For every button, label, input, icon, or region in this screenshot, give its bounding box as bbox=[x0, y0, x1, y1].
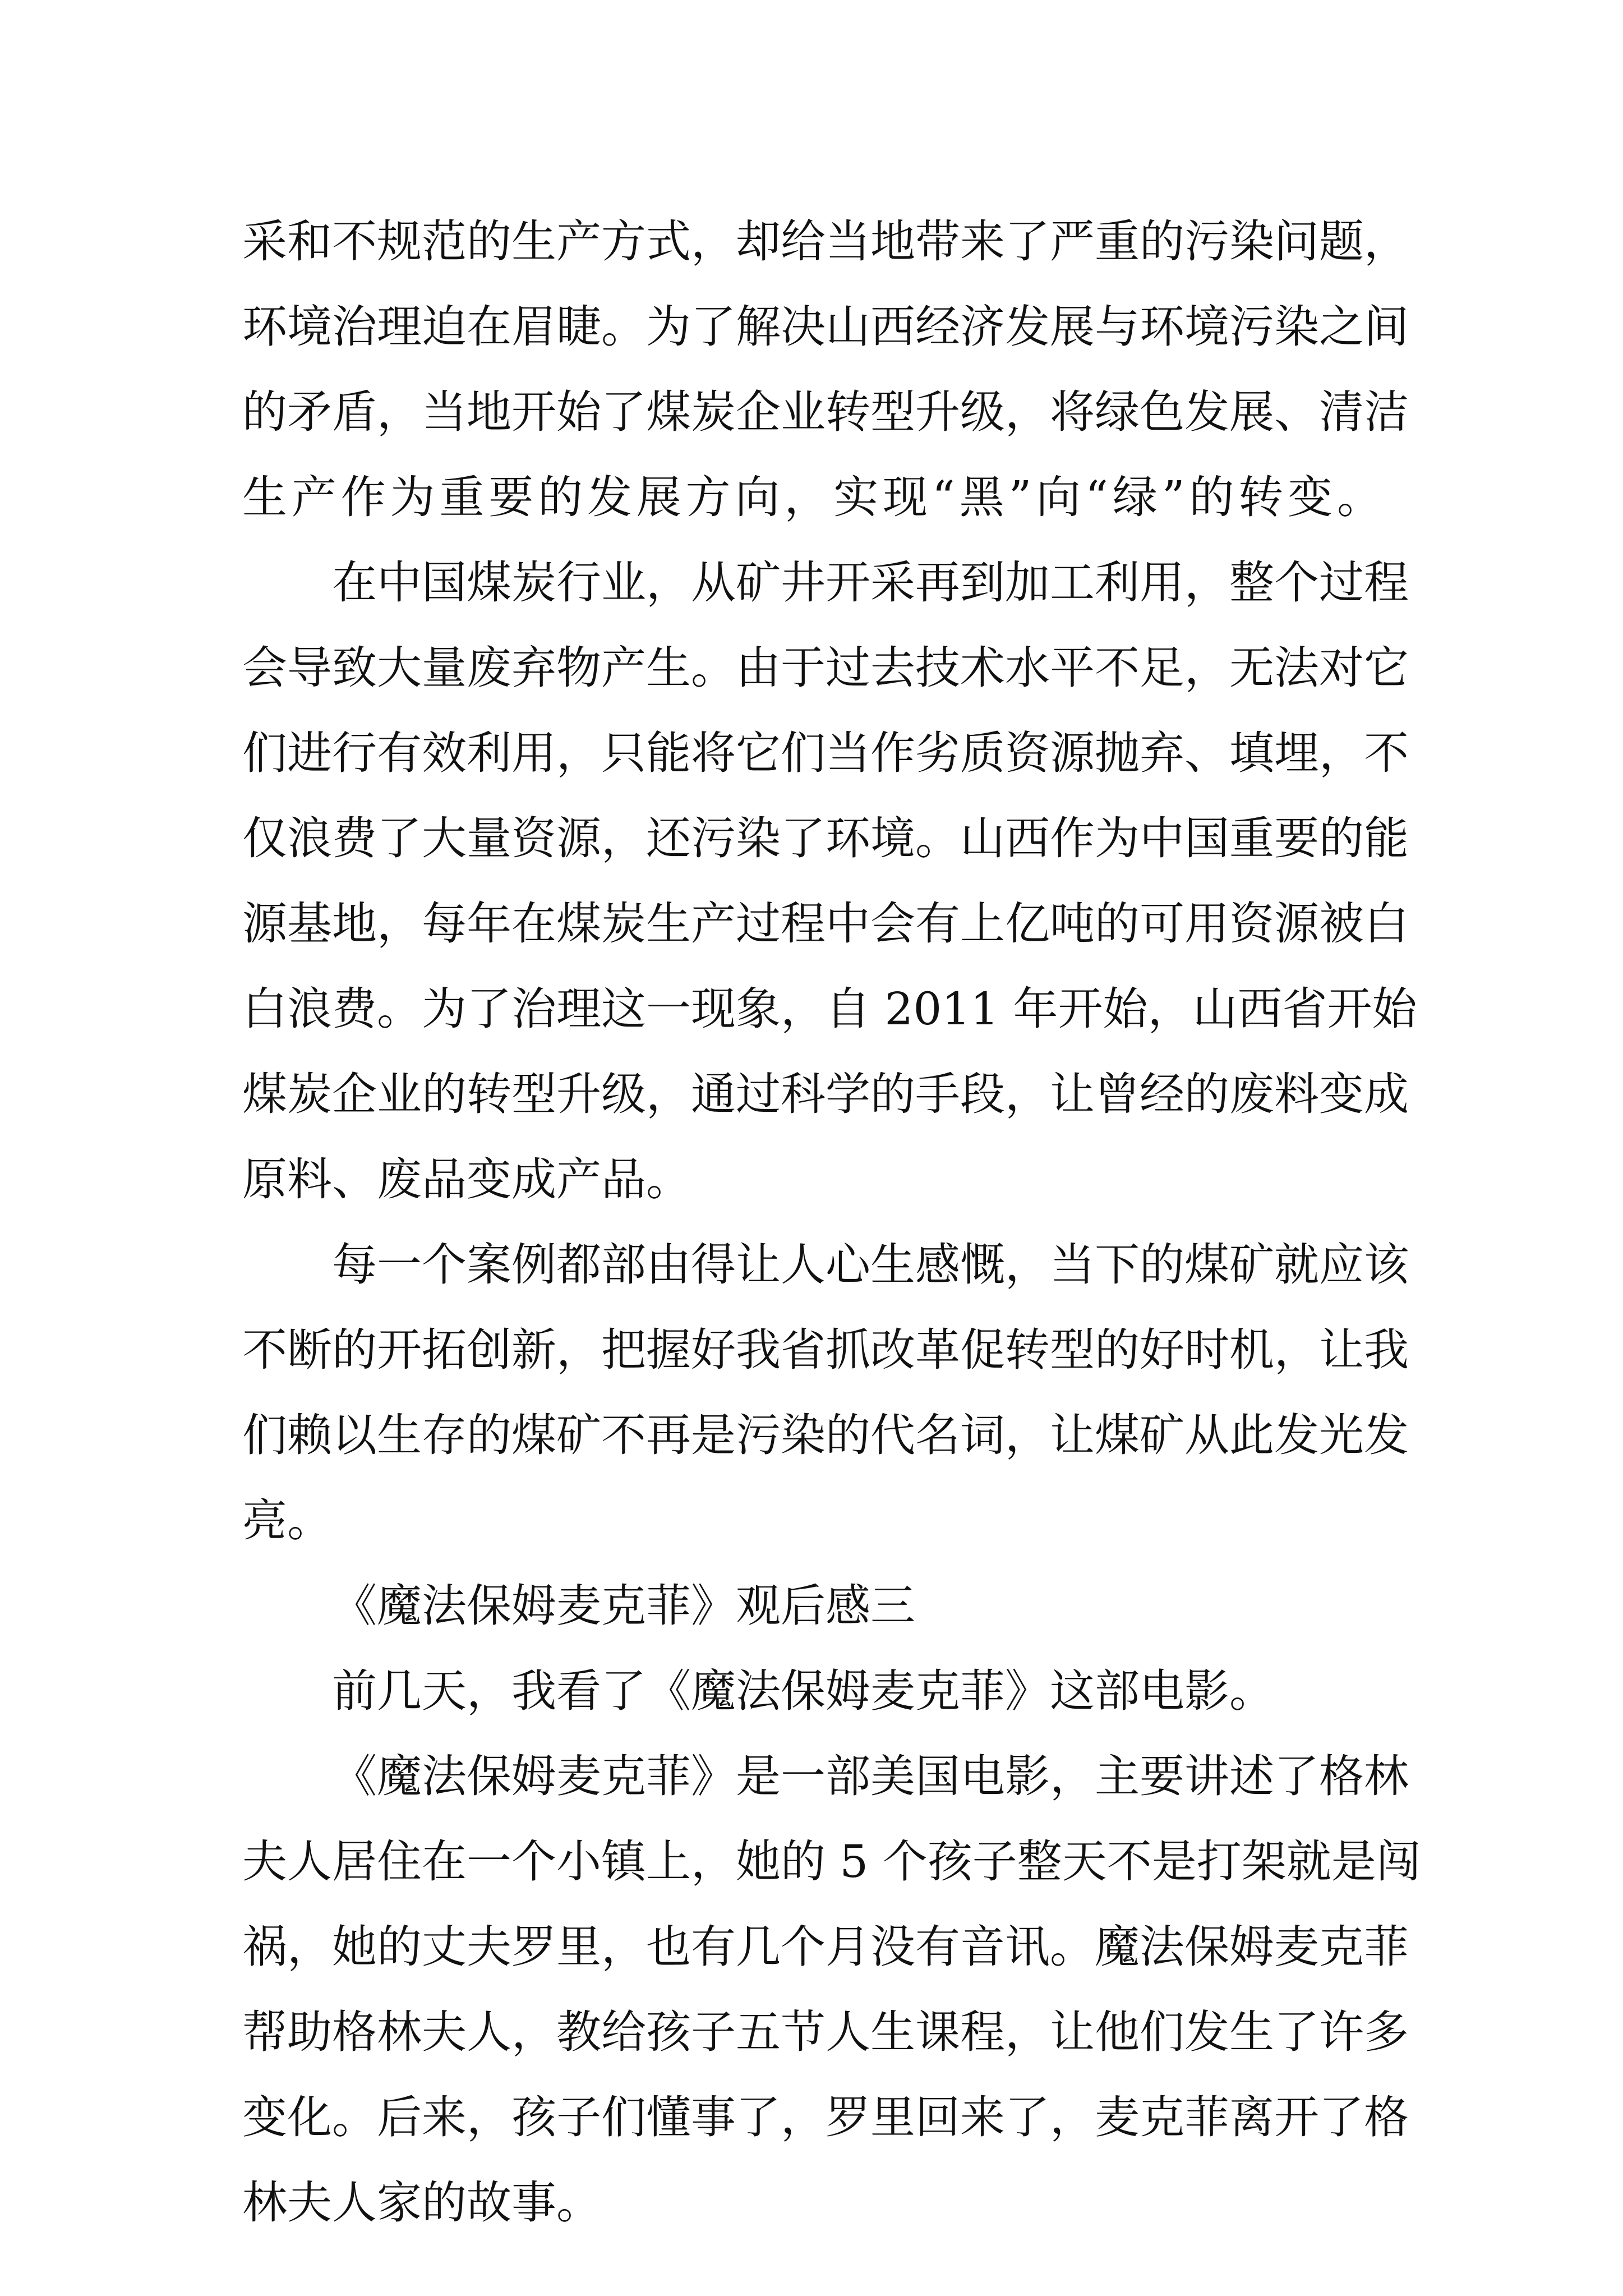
text-line: 会导致大量废弃物产生。由于过去技术水平不足，无法对它 bbox=[242, 642, 1409, 694]
text-line: 环境治理迫在眉睫。为了解决山西经济发展与环境污染之间 bbox=[242, 301, 1409, 353]
text-line: 林夫人家的故事。 bbox=[242, 2177, 601, 2229]
text-line: 采和不规范的生产方式，却给当地带来了严重的污染问题， bbox=[242, 215, 1409, 268]
text-line: 不断的开拓创新，把握好我省抓改革促转型的好时机，让我 bbox=[242, 1324, 1409, 1376]
text-line: 帮助格林夫人，教给孩子五节人生课程，让他们发生了许多 bbox=[242, 2006, 1409, 2058]
text-line: 祸，她的丈夫罗里，也有几个月没有音讯。魔法保姆麦克菲 bbox=[242, 1921, 1409, 1973]
text-line: 《魔法保姆麦克菲》观后感三 bbox=[332, 1580, 915, 1632]
text-line: 前几天，我看了《魔法保姆麦克菲》这部电影。 bbox=[332, 1665, 1274, 1717]
text-line: 生产作为重要的发展方向，实现“黑”向“绿”的转变。 bbox=[242, 471, 1382, 523]
text-line: 变化。后来，孩子们懂事了，罗里回来了，麦克菲离开了格 bbox=[242, 2091, 1409, 2143]
document-body bbox=[242, 199, 1421, 2246]
text-line: 源基地，每年在煤炭生产过程中会有上亿吨的可用资源被白 bbox=[242, 898, 1409, 950]
text-line: 夫人居住在一个小镇上，她的 5 个孩子整天不是打架就是闯 bbox=[242, 1835, 1421, 1888]
text-line: 亮。 bbox=[242, 1494, 332, 1547]
text-line: 们赖以生存的煤矿不再是污染的代名词，让煤矿从此发光发 bbox=[242, 1409, 1409, 1461]
text-line: 们进行有效利用，只能将它们当作劣质资源抛弃、填埋，不 bbox=[242, 727, 1409, 779]
text-line: 《魔法保姆麦克菲》是一部美国电影，主要讲述了格林 bbox=[332, 1750, 1409, 1802]
text-line: 原料、废品变成产品。 bbox=[242, 1153, 691, 1205]
text-line: 仅浪费了大量资源，还污染了环境。山西作为中国重要的能 bbox=[242, 812, 1409, 864]
text-line: 煤炭企业的转型升级，通过科学的手段，让曾经的废料变成 bbox=[242, 1068, 1409, 1120]
text-line: 每一个案例都部由得让人心生感慨，当下的煤矿就应该 bbox=[332, 1239, 1409, 1291]
text-line: 在中国煤炭行业，从矿井开采再到加工利用，整个过程 bbox=[332, 556, 1409, 609]
text-line: 白浪费。为了治理这一现象，自 2011 年开始，山西省开始 bbox=[242, 983, 1417, 1035]
text-line: 的矛盾，当地开始了煤炭企业转型升级，将绿色发展、清洁 bbox=[242, 386, 1409, 438]
